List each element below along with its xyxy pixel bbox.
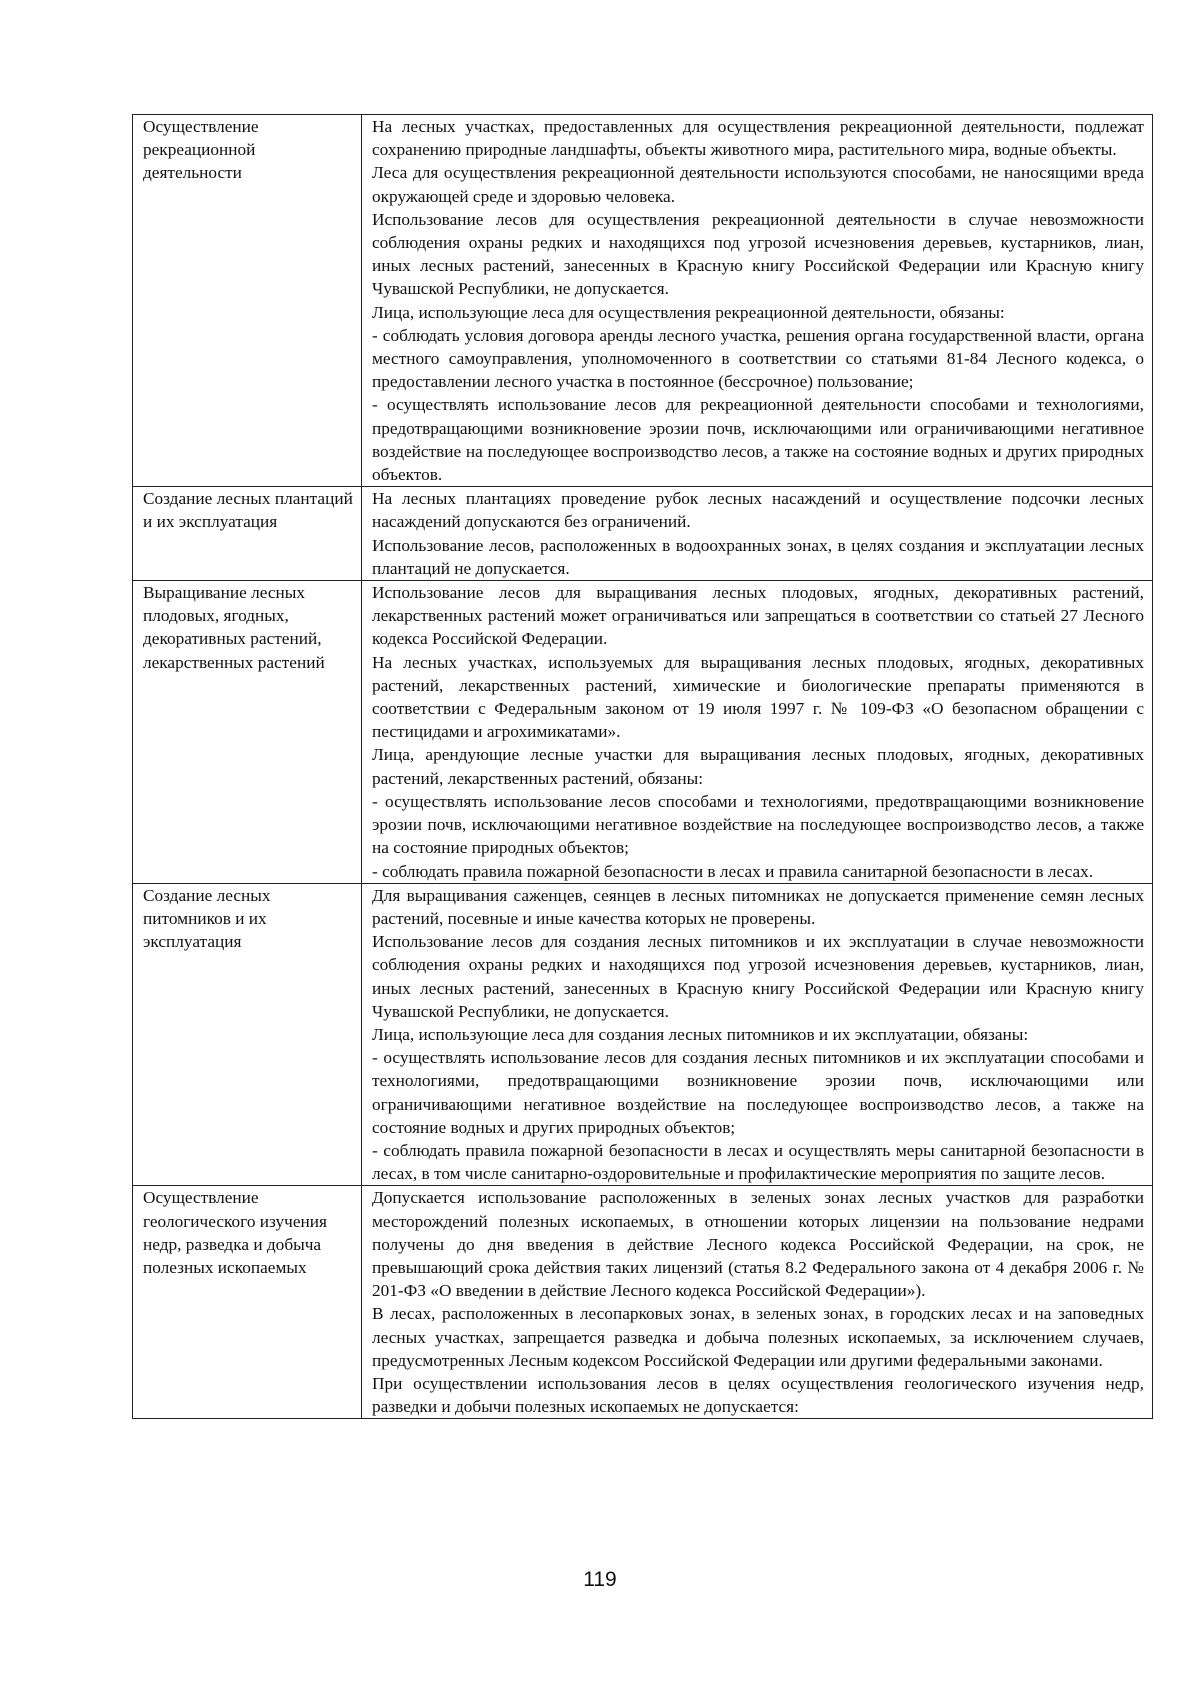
row-label: Выращивание лесных плодовых, ягодных, декоративных растений, лекарственных растений xyxy=(133,581,362,884)
row-label: Осуществление рекреационной деятельности xyxy=(133,115,362,487)
paragraph: - соблюдать правила пожарной безопасности в лесах и осуществлять меры санитарной безопасности в лесах, в том числе санитарно-оздоровительные и профилактические мероприятия по защите лесов. xyxy=(372,1140,1144,1184)
paragraph: Использование лесов для выращивания лесных плодовых, ягодных, декоративных растений, лекарственных растений может ограничиваться или запрещаться в соответствии со статьей 27 Лесного кодекса Российской Федерации. xyxy=(372,583,1144,649)
row-label: Создание лесных плантаций и их эксплуатация xyxy=(133,487,362,581)
page-number: 119 xyxy=(583,1568,617,1591)
table-row xyxy=(133,883,1153,1186)
paragraph: - осуществлять использование лесов способами и технологиями, предотвращающими возникновение эрозии почв, исключающими негативное воздействие на последующее воспроизводство лесов, а также на состояние природных объектов; xyxy=(372,791,1144,858)
row-content xyxy=(362,487,1153,581)
row-content xyxy=(362,883,1153,1186)
table-row xyxy=(133,115,1153,487)
paragraph: Допускается использование расположенных в зеленых зонах лесных участков для разработки месторождений полезных ископаемых, в отношении которых лицензии на пользование недрами получены до дня введения в действие Лесного кодекса Российской Федерации, на срок, не превышающий срока действия таких лицензий (статья 8.2 Федерального закона от 4 декабря 2006 г. № 201-ФЗ «О введении в действие Лесного кодекса Российской Федерации»). xyxy=(372,1188,1144,1301)
paragraph: Лица, использующие леса для осуществления рекреационной деятельности, обязаны: xyxy=(372,302,1005,322)
paragraph: - соблюдать правила пожарной безопасности в лесах и правила санитарной безопасности в лесах. xyxy=(372,861,1094,881)
row-content xyxy=(362,115,1153,487)
table-row xyxy=(133,1186,1153,1419)
paragraph: Использование лесов, расположенных в водоохранных зонах, в целях создания и эксплуатации лесных плантаций не допускается. xyxy=(372,535,1144,578)
row-content xyxy=(362,581,1153,884)
paragraph: Использование лесов для осуществления рекреационной деятельности в случае невозможности соблюдения охраны редких и находящихся под угрозой исчезновения деревьев, кустарников, лиан, иных лесных растений, занесенных в Красную книгу Российской Федерации или Красную книгу Чувашской Республики, не допускается. xyxy=(372,209,1144,299)
paragraph: - осуществлять использование лесов для рекреационной деятельности способами и технологиями, предотвращающими возникновение эрозии почв, исключающими или ограничивающими негативное воздействие на последующее воспроизводство лесов, а также на состояние водных и других природных объектов. xyxy=(372,395,1144,485)
paragraph: - соблюдать условия договора аренды лесного участка, решения органа государственной власти, органа местного самоуправления, уполномоченного в соответствии со статьями 81-84 Лесного кодекса, о предоставлении лесного участка в постоянное (бессрочное) пользование; xyxy=(372,325,1144,392)
table-row xyxy=(133,581,1153,884)
paragraph: На лесных плантациях проведение рубок лесных насаждений и осуществление подсочки лесных насаждений допускаются без ограничений. xyxy=(372,489,1144,532)
paragraph: - осуществлять использование лесов для создания лесных питомников и их эксплуатации способами и технологиями, предотвращающими возникновение эрозии почв, исключающими или ограничивающими негативное воздействие на последующее воспроизводство лесов, а также на состояние водных и других природных объектов; xyxy=(372,1048,1144,1137)
paragraph: Леса для осуществления рекреационной деятельности используются способами, не наносящими вреда окружающей среде и здоровью человека. xyxy=(372,163,1144,206)
paragraph: Для выращивания саженцев, сеянцев в лесных питомниках не допускается применение семян лесных растений, посевные и иные качества которых не проверены. xyxy=(372,885,1144,928)
paragraph: Использование лесов для создания лесных питомников и их эксплуатации в случае невозможности соблюдения охраны редких и находящихся под угрозой исчезновения деревьев, кустарников, лиан, иных лесных растений, занесенных в Красную книгу Российской Федерации или Красную книгу Чувашской Республики, не допускается. xyxy=(372,932,1144,1021)
row-content xyxy=(362,1186,1153,1419)
forest-use-table xyxy=(132,114,1153,1419)
row-label: Создание лесных питомников и их эксплуатация xyxy=(133,883,362,1186)
row-label: Осуществление геологического изучения недр, разведка и добыча полезных ископаемых xyxy=(133,1186,362,1419)
paragraph: Лица, использующие леса для создания лесных питомников и их эксплуатации, обязаны: xyxy=(372,1024,1029,1044)
table-row xyxy=(133,487,1153,581)
paragraph: На лесных участках, предоставленных для осуществления рекреационной деятельности, подлежат сохранению природные ландшафты, объекты животного мира, растительного мира, водные объекты. xyxy=(372,117,1144,160)
paragraph: При осуществлении использования лесов в целях осуществления геологического изучения недр, разведки и добычи полезных ископаемых не допускается: xyxy=(372,1373,1144,1417)
paragraph: Лица, арендующие лесные участки для выращивания лесных плодовых, ягодных, декоративных растений, лекарственных растений, обязаны: xyxy=(372,745,1144,788)
paragraph: На лесных участках, используемых для выращивания лесных плодовых, ягодных, декоративных растений, лекарственных растений, химические и биологические препараты применяются в соответствии с Федеральным законом от 19 июля 1997 г. № 109-ФЗ «О безопасном обращении с пестицидами и агрохимикатами». xyxy=(372,652,1144,742)
paragraph: В лесах, расположенных в лесопарковых зонах, в зеленых зонах, в городских лесах и на заповедных лесных участках, запрещается разведка и добыча полезных ископаемых, за исключением случаев, предусмотренных Лесным кодексом Российской Федерации или другими федеральными законами. xyxy=(372,1304,1144,1370)
